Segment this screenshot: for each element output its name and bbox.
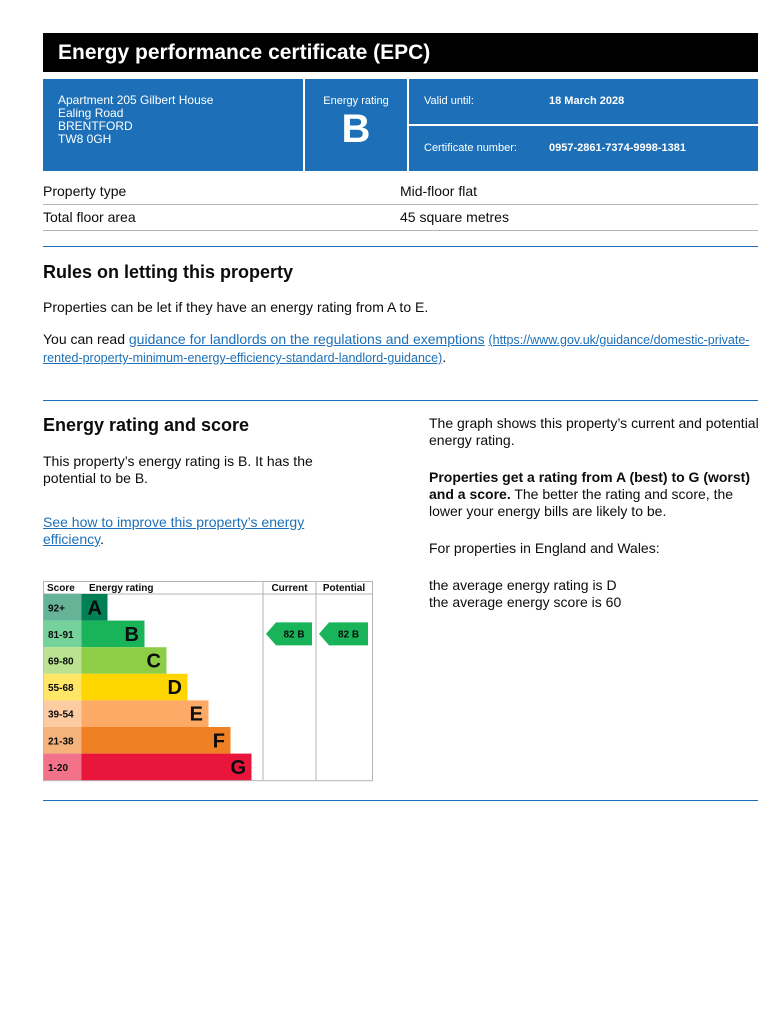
fact-label: Property type (43, 183, 127, 199)
band-score-range: 21-38 (48, 736, 74, 748)
band-score-range: 1-20 (48, 762, 69, 774)
improve-paragraph (43, 514, 333, 548)
rating-score-left (43, 401, 333, 548)
band-score-range: 69-80 (48, 656, 74, 668)
rating-explanation (429, 415, 759, 611)
property-facts (43, 179, 758, 231)
certificate-summary (43, 79, 758, 171)
fact-value: 45 square metres (400, 209, 509, 225)
band-letter: A (87, 597, 102, 620)
epc-page (43, 33, 758, 801)
band-letter: B (124, 623, 139, 646)
band-score-range: 92+ (48, 603, 65, 615)
band-score-range: 39-54 (48, 709, 74, 721)
certificate-number-label: Certificate number: (424, 142, 517, 154)
averages (429, 577, 759, 611)
average-rating: the average energy rating is D (429, 577, 617, 593)
property-address (43, 79, 303, 171)
property-type-row (43, 179, 758, 205)
average-score: the average energy score is 60 (429, 594, 622, 610)
band-bar (82, 727, 231, 754)
fact-label: Total floor area (43, 209, 136, 225)
graph-explanation: The graph shows this property’s current and potential energy rating. (429, 415, 759, 448)
fact-value: Mid-floor flat (400, 183, 478, 199)
valid-until-label: Valid until: (424, 95, 474, 107)
page-title: Energy performance certificate (EPC) (43, 33, 758, 72)
guidance-prefix: You can read (43, 331, 129, 347)
letting-paragraph: Properties can be let if they have an energy rating from A to E. (43, 299, 429, 315)
energy-rating-label: Energy rating (323, 95, 389, 107)
improve-efficiency-link[interactable]: See how to improve this property’s energy efficiency (43, 514, 305, 547)
rating-summary-text: This property’s energy rating is B. It has the potential to be B. (43, 453, 313, 486)
rating-scale-rest: The better the rating and score, the lower your energy bills are likely to be. (429, 486, 734, 519)
improve-suffix: . (100, 531, 104, 547)
band-letter: F (212, 730, 225, 753)
valid-until-value: 18 March 2028 (549, 95, 625, 107)
energy-rating-band: B (341, 107, 371, 151)
rating-scale-bold: Properties get a rating from A (best) to G (worst) and a score. (429, 469, 750, 502)
region-note: For properties in England and Wales: (429, 540, 660, 556)
rating-score-section (43, 401, 758, 796)
band-bar (82, 754, 252, 781)
certificate-number-row (409, 126, 758, 171)
letting-section (43, 262, 758, 367)
band-score-range: 81-91 (48, 629, 74, 641)
band-letter: D (167, 677, 182, 700)
section-divider (43, 800, 758, 801)
address-line: BRENTFORD (58, 119, 133, 133)
chart-header-score: Score (47, 583, 75, 594)
landlord-guidance-link[interactable]: guidance for landlords on the regulations and exemptions (128, 331, 485, 347)
chart-header-current: Current (271, 583, 308, 594)
rating-score-heading: Energy rating and score (43, 415, 250, 435)
chart-header-rating: Energy rating (89, 583, 154, 594)
rating-scale-explanation (429, 469, 759, 520)
band-score-range: 55-68 (48, 683, 74, 695)
potential-rating-label: 82 B (337, 629, 360, 641)
current-rating-label: 82 B (283, 629, 305, 641)
letting-guidance-paragraph (43, 331, 758, 367)
floor-area-row (43, 205, 758, 231)
address-line: Apartment 205 Gilbert House (58, 93, 214, 107)
letting-heading: Rules on letting this property (43, 262, 294, 282)
address-line: TW8 0GH (58, 132, 112, 146)
band-letter: E (189, 703, 203, 726)
guidance-suffix: . (442, 349, 447, 365)
landlord-guidance-url[interactable]: (https://www.gov.uk/guidance/domestic-private-rented-property-minimum-energy-efficiency-standard-landlord-guidance) (43, 333, 750, 365)
address-line: Ealing Road (58, 106, 124, 120)
valid-until-row (409, 79, 758, 124)
section-divider (43, 246, 758, 247)
band-letter: C (146, 650, 161, 673)
energy-rating-box (305, 79, 407, 171)
certificate-number-value: 0957-2861-7374-9998-1381 (549, 142, 687, 154)
energy-rating-chart (43, 581, 373, 783)
band-letter: G (230, 756, 246, 779)
chart-header-potential: Potential (322, 583, 366, 594)
